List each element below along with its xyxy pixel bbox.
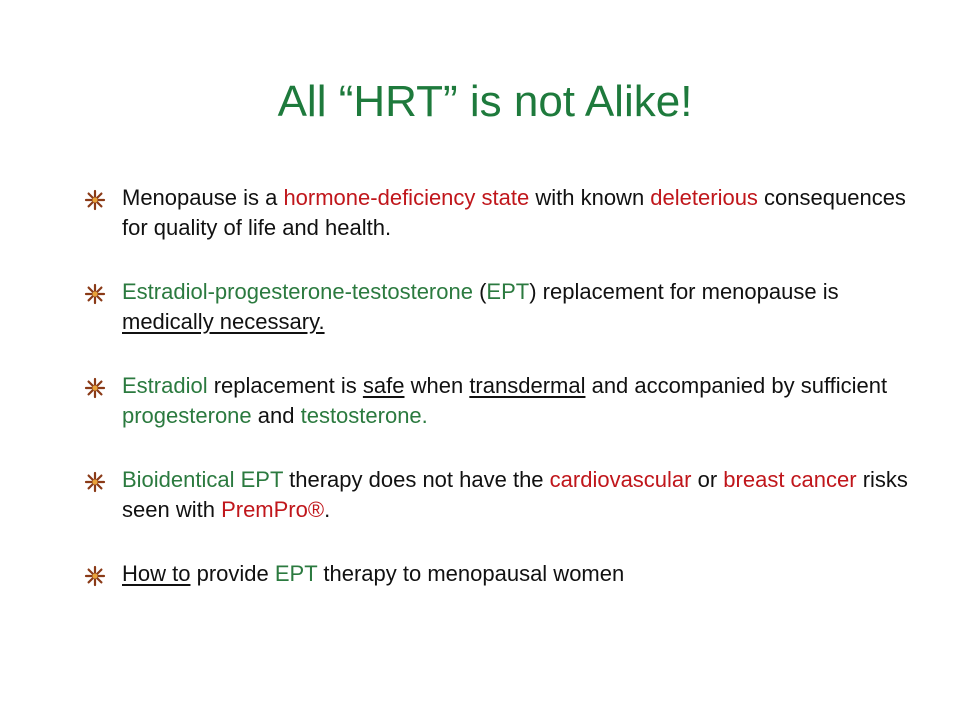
- bullet-segment: provide: [190, 561, 275, 586]
- bullet-item: [84, 277, 924, 337]
- slide-title: All “HRT” is not Alike!: [277, 77, 693, 126]
- bullet-item: [84, 183, 924, 243]
- starburst-bullet-icon: [84, 189, 106, 211]
- bullet-segment: Estradiol: [122, 373, 208, 398]
- bullet-item: [84, 371, 924, 431]
- bullet-segment: Bioidentical EPT: [122, 467, 284, 492]
- bullet-segment: consequences for quality of life and health.: [122, 185, 906, 240]
- bullet-text: [122, 371, 924, 431]
- bullet-segment: EPT: [486, 279, 530, 304]
- bullet-segment: and: [251, 403, 301, 428]
- bullet-segment: medically necessary.: [122, 309, 325, 334]
- bullet-segment: PremPro®: [221, 497, 325, 522]
- starburst-bullet-icon: [84, 471, 106, 493]
- bullet-segment: Estradiol-progesterone-testosterone: [122, 279, 473, 304]
- bullet-segment: therapy to menopausal women: [317, 561, 625, 586]
- bullet-segment: (: [472, 279, 487, 304]
- bullet-segment: Menopause is a: [122, 185, 284, 210]
- starburst-bullet-icon: [84, 565, 106, 587]
- bullet-segment: progesterone: [122, 403, 252, 428]
- bullet-segment: hormone-deficiency state: [283, 185, 530, 210]
- bullet-segment: breast cancer: [723, 467, 857, 492]
- bullet-item: [84, 559, 924, 589]
- bullet-segment: risks seen with: [122, 467, 908, 522]
- bullet-segment: therapy does not have the: [283, 467, 550, 492]
- bullet-text: [122, 465, 924, 525]
- bullet-segment: with known: [529, 185, 651, 210]
- bullet-segment: or: [691, 467, 724, 492]
- bullet-item: [84, 465, 924, 525]
- bullet-segment: replacement is: [207, 373, 363, 398]
- bullet-segment: when: [404, 373, 470, 398]
- bullet-list: [84, 183, 924, 589]
- bullet-segment: EPT: [274, 561, 318, 586]
- starburst-bullet-icon: [84, 283, 106, 305]
- bullet-text: [122, 183, 924, 243]
- bullet-segment: .: [324, 497, 331, 522]
- bullet-segment: cardiovascular: [549, 467, 692, 492]
- bullet-text: [122, 277, 924, 337]
- starburst-bullet-icon: [84, 377, 106, 399]
- bullet-segment: transdermal: [469, 373, 586, 398]
- bullet-segment: safe: [362, 373, 405, 398]
- bullet-segment: testosterone.: [300, 403, 428, 428]
- bullet-segment: How to: [122, 561, 191, 586]
- bullet-segment: deleterious: [650, 185, 758, 210]
- bullet-text: [122, 559, 624, 589]
- bullet-segment: ) replacement for menopause is: [529, 279, 839, 304]
- bullet-segment: and accompanied by sufficient: [585, 373, 888, 398]
